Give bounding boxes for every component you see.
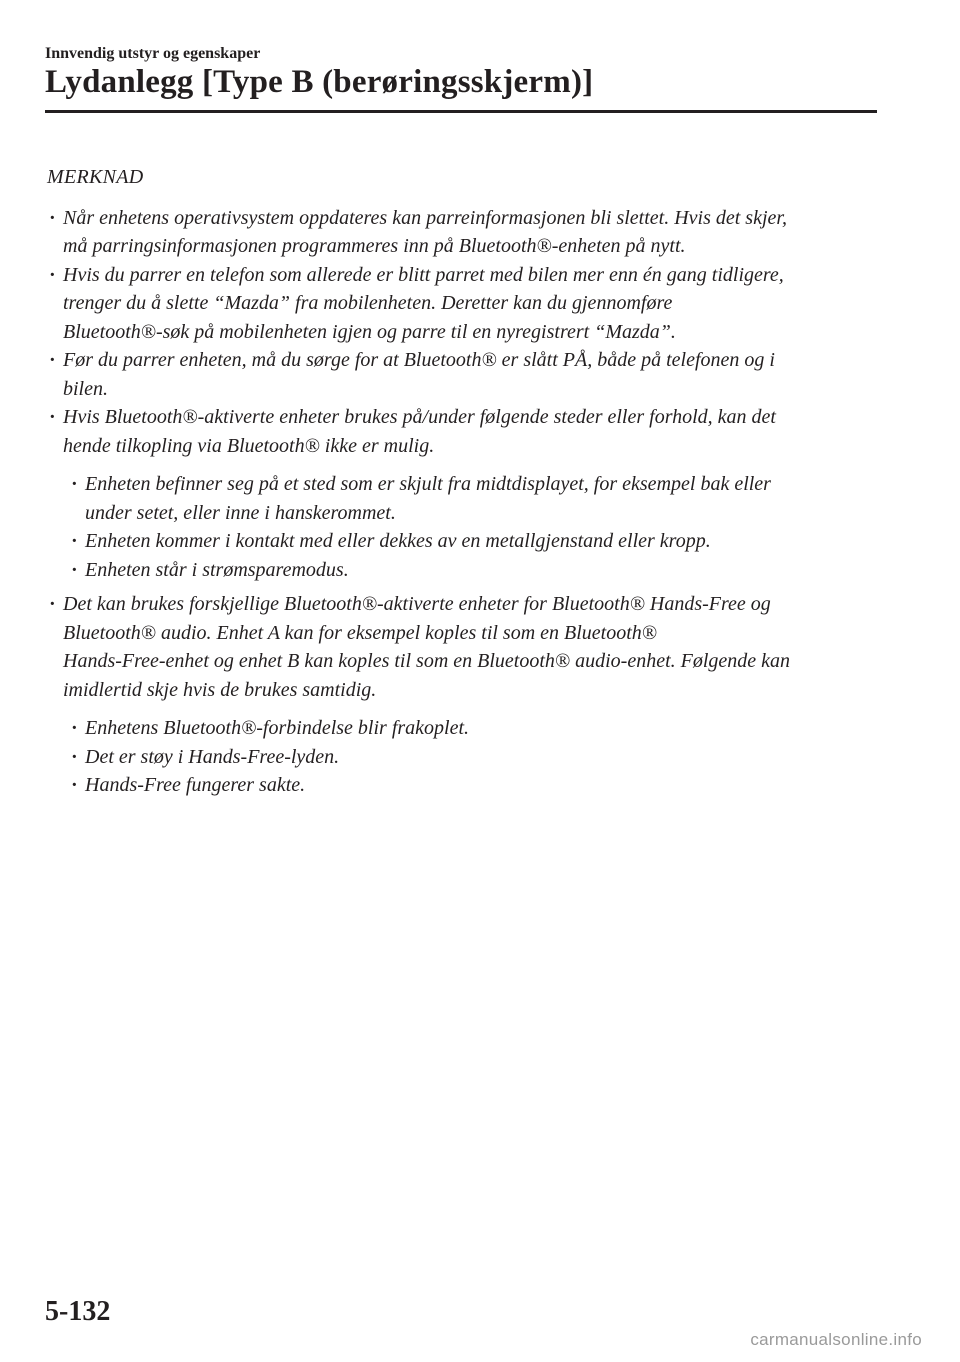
note-item: · Hvis Bluetooth®-aktiverte enheter brukes på/under følgende steder eller forhold, kan det hende tilkopling via Bluetooth® ikke er mulig. xyxy=(47,403,877,460)
note-heading: MERKNAD xyxy=(47,166,144,188)
header-divider xyxy=(45,110,877,113)
note-subitem: · Enheten befinner seg på et sted som er skjult fra midtdisplayet, for eksempel bak eller under setet, eller inne i hanskerommet. xyxy=(69,470,877,527)
note-item: · Når enhetens operativsystem oppdateres kan parreinformasjonen bli slettet. Hvis det skjer, må parringsinformasjonen programmeres inn på Bluetooth®-enheten på nytt. xyxy=(47,204,877,261)
page-number: 5-132 xyxy=(45,1296,111,1327)
note-subitem: · Hands-Free fungerer sakte. xyxy=(69,771,877,800)
note-subitem: · Enhetens Bluetooth®-forbindelse blir frakoplet. xyxy=(69,714,877,743)
section-label: Innvendig utstyr og egenskaper xyxy=(45,45,261,62)
watermark-link[interactable]: carmanualsonline.info xyxy=(750,1330,922,1349)
note-subitem: · Det er støy i Hands-Free-lyden. xyxy=(69,743,877,772)
note-item: · Hvis du parrer en telefon som allerede er blitt parret med bilen mer enn én gang tidligere, trenger du å slette “Mazda” fra mobilenheten. Deretter kan du gjennomføre Bluetooth®-søk på mobilenheten igjen og parre til en nyregistrert “Mazda”. xyxy=(47,261,877,347)
note-item: · Før du parrer enheten, må du sørge for at Bluetooth® er slått PÅ, både på telefonen og i bilen. xyxy=(47,346,877,403)
note-list-continued xyxy=(47,590,877,704)
note-subitem: · Enheten kommer i kontakt med eller dekkes av en metallgjenstand eller kropp. xyxy=(69,527,877,556)
note-list xyxy=(47,204,877,461)
page-title: Lydanlegg [Type B (berøringsskjerm)] xyxy=(45,64,594,100)
note-subitem: · Enheten står i strømsparemodus. xyxy=(69,556,877,585)
note-item: · Det kan brukes forskjellige Bluetooth®-aktiverte enheter for Bluetooth® Hands-Free og Bluetooth® audio. Enhet A kan for eksempel koples til som en Bluetooth® Hands-Free-enhet og enhet B kan koples til som en Bluetooth® audio-enhet. Følgende kan imidlertid skje hvis de brukes samtidig. xyxy=(47,590,877,704)
note-sublist-conditions xyxy=(69,470,877,584)
note-sublist-effects xyxy=(69,714,877,800)
note-block xyxy=(47,163,877,806)
